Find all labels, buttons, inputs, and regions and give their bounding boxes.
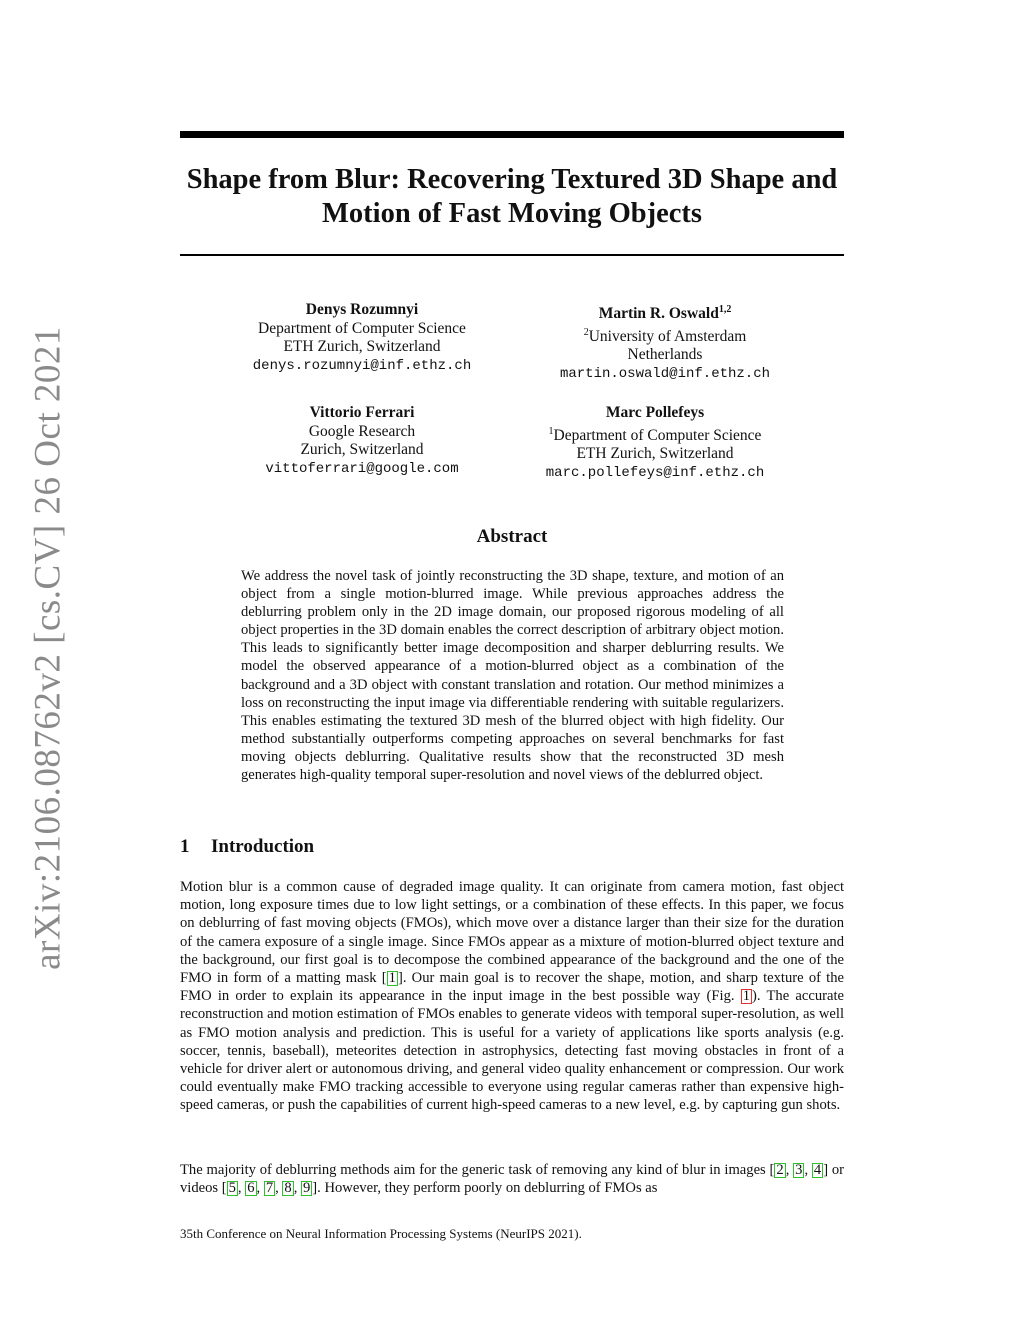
affiliation-marker: 2	[583, 326, 589, 338]
abstract-heading: Abstract	[476, 526, 548, 547]
author-location: ETH Zurich, Switzerland	[283, 338, 441, 355]
citation-link[interactable]: 5	[228, 1180, 236, 1197]
title-top-rule	[180, 131, 844, 138]
title-line-2: Motion of Fast Moving Objects	[322, 198, 702, 229]
citation-link[interactable]: 4	[813, 1162, 822, 1178]
citation-link[interactable]: 7	[265, 1180, 274, 1197]
arxiv-identifier-stamp: arXiv:2106.08762v2 [cs.CV] 26 Oct 2021	[27, 326, 69, 970]
section-number: 1	[180, 836, 190, 857]
citation-link[interactable]: 1	[388, 970, 396, 987]
author-location: Zurich, Switzerland	[300, 441, 424, 458]
figure-link[interactable]: 1	[742, 988, 751, 1005]
paragraph-text: ] or videos [	[180, 1162, 845, 1197]
title-line-1: Shape from Blur: Recovering Textured 3D Shape and	[186, 164, 838, 195]
affiliation-marker: 1	[548, 425, 554, 437]
author-location: ETH Zurich, Switzerland	[576, 445, 734, 463]
author-name: Denys Rozumnyi	[305, 301, 419, 318]
paragraph-text: Motion blur is a common cause of degraded image quality. It can originate from camera motion, fast object motion, long exposure times due to low light settings, or a combination of these effects. In this paper, we focus on deblurring of fast moving objects (FMOs), which move over a distance larger than their size for the duration of the camera exposure of a single image. Since FMOs appear as a mixture of motion-blurred object texture and the background, our first goal is to decompose the combined appearance of the background and the one of the FMO in form of a matting mask [	[180, 879, 844, 987]
author-affiliation: Department of Computer Science	[553, 426, 762, 444]
paragraph-text: ]. However, they perform poorly on deblurring of FMOs as	[312, 1180, 658, 1197]
author-name: Vittorio Ferrari	[309, 404, 415, 421]
author-email[interactable]: marc.pollefeys@inf.ethz.ch	[545, 464, 765, 481]
author-block	[212, 301, 512, 375]
section-heading	[180, 836, 314, 858]
author-name: Marc Pollefeys	[605, 404, 705, 421]
author-block	[212, 404, 512, 478]
paragraph-text: The majority of deblurring methods aim for the generic task of removing any kind of blur in images [	[180, 1162, 775, 1178]
citation-link[interactable]: 9	[303, 1180, 311, 1197]
author-name: Martin R. Oswald	[598, 305, 719, 323]
intro-paragraph: The majority of deblurring methods aim for the generic task of removing any kind of blur in images [ 2 , 3 , 4 ] or videos [ 5 , 6 , 7 , 8 , 9 ]. However, they perform poorly on deblurring of FMOs as	[180, 1162, 845, 1197]
paper-title	[180, 163, 844, 231]
author-block	[505, 404, 805, 482]
intro-paragraph	[180, 878, 844, 1115]
author-email[interactable]: vittoferrari@google.com	[265, 460, 459, 477]
title-bottom-rule	[180, 254, 844, 256]
author-email[interactable]: denys.rozumnyi@inf.ethz.ch	[252, 357, 472, 374]
author-affiliation: Department of Computer Science	[258, 319, 466, 337]
section-title: Introduction	[211, 836, 315, 857]
citation-link[interactable]: 3	[795, 1162, 803, 1178]
author-affiliation-marker: 1,2	[718, 304, 732, 315]
conference-footer: 35th Conference on Neural Information Processing Systems (NeurIPS 2021).	[180, 1226, 582, 1241]
author-location: Netherlands	[627, 346, 703, 364]
citation-link[interactable]: 8	[284, 1180, 292, 1197]
citation-link[interactable]: 2	[776, 1162, 784, 1178]
paragraph-text: ]. Our main goal is to recover the shape, motion, and sharp texture of the FMO in order to explain its appearance in the input image in the best possible way (Fig.	[180, 970, 845, 1005]
abstract-body: We address the novel task of jointly reconstructing the 3D shape, texture, and motion of an object from a single motion-blurred image. While previous approaches address the deblurring problem only in the 2D image domain, our proposed rigorous modeling of all object properties in the 3D domain enables the correct description of arbitrary object motion. This leads to significantly better image decomposition and sharper deblurring results. We model the observed appearance of a motion-blurred object as a combination of the background and a 3D object with constant translation and rotation. Our method minimizes a loss on reconstructing the input image via differentiable rendering with suitable regularizers. This enables estimating the textured 3D mesh of the blurred object with high fidelity. Our method substantially outperforms competing approaches on several benchmarks for fast moving objects deblurring. Qualitative results show that the reconstructed 3D mesh generates high-quality temporal super-resolution and novel views of the deblurred object.	[241, 568, 784, 784]
citation-link[interactable]: 6	[247, 1180, 255, 1197]
author-affiliation: University of Amsterdam	[588, 327, 747, 345]
author-block	[515, 301, 815, 383]
author-affiliation: Google Research	[308, 422, 416, 440]
paragraph-text: ). The accurate reconstruction and motion estimation of FMOs enables to generate videos with temporal super-resolution, as well as FMO motion analysis and prediction. This is useful for a variety of applications like sports analysis (e.g. soccer, tennis, baseball), meteorites detection in astrophysics, detecting fast moving obstacles in front of a vehicle for driver alert or autonomous driving, and general video quality enhancement or compression. Our work could eventually make FMO tracking accessible to everyone using regular cameras rather than expensive high-speed cameras, or push the capabilities of current high-speed cameras to a new level, e.g. by capturing gun shots.	[180, 988, 844, 1114]
author-email[interactable]: martin.oswald@inf.ethz.ch	[559, 365, 771, 382]
